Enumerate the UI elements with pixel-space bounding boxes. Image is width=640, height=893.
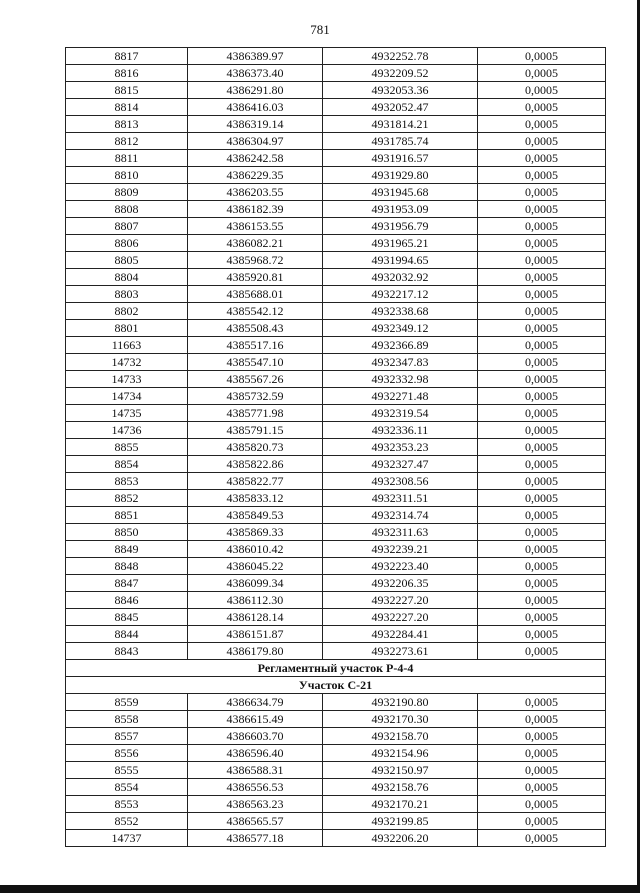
x-coordinate-cell: 4385517.16 — [188, 337, 323, 354]
y-coordinate-cell: 4932311.51 — [323, 490, 478, 507]
point-id-cell: 8848 — [66, 558, 188, 575]
y-coordinate-cell: 4932347.83 — [323, 354, 478, 371]
point-id-cell: 8552 — [66, 813, 188, 830]
tolerance-cell: 0,0005 — [478, 184, 606, 201]
y-coordinate-cell: 4932349.12 — [323, 320, 478, 337]
y-coordinate-cell: 4932273.61 — [323, 643, 478, 660]
table-row — [66, 388, 606, 405]
point-id-cell: 14732 — [66, 354, 188, 371]
x-coordinate-cell: 4385869.33 — [188, 524, 323, 541]
y-coordinate-cell: 4932227.20 — [323, 609, 478, 626]
section-title: Регламентный участок Р-4-4 — [66, 660, 606, 677]
tolerance-cell: 0,0005 — [478, 779, 606, 796]
point-id-cell: 14733 — [66, 371, 188, 388]
table-row — [66, 728, 606, 745]
point-id-cell: 8845 — [66, 609, 188, 626]
y-coordinate-cell: 4931916.57 — [323, 150, 478, 167]
y-coordinate-cell: 4932239.21 — [323, 541, 478, 558]
y-coordinate-cell: 4932150.97 — [323, 762, 478, 779]
subsection-title-row — [66, 677, 606, 694]
tolerance-cell: 0,0005 — [478, 354, 606, 371]
tolerance-cell: 0,0005 — [478, 337, 606, 354]
y-coordinate-cell: 4932170.21 — [323, 796, 478, 813]
tolerance-cell: 0,0005 — [478, 830, 606, 847]
x-coordinate-cell: 4385968.72 — [188, 252, 323, 269]
x-coordinate-cell: 4386373.40 — [188, 65, 323, 82]
point-id-cell: 8854 — [66, 456, 188, 473]
table-row — [66, 575, 606, 592]
point-id-cell: 14736 — [66, 422, 188, 439]
tolerance-cell: 0,0005 — [478, 320, 606, 337]
tolerance-cell: 0,0005 — [478, 303, 606, 320]
x-coordinate-cell: 4386099.34 — [188, 575, 323, 592]
tolerance-cell: 0,0005 — [478, 762, 606, 779]
table-row — [66, 116, 606, 133]
x-coordinate-cell: 4386615.49 — [188, 711, 323, 728]
point-id-cell: 8801 — [66, 320, 188, 337]
y-coordinate-cell: 4932336.11 — [323, 422, 478, 439]
x-coordinate-cell: 4385822.86 — [188, 456, 323, 473]
x-coordinate-cell: 4385920.81 — [188, 269, 323, 286]
point-id-cell: 8812 — [66, 133, 188, 150]
y-coordinate-cell: 4932252.78 — [323, 48, 478, 65]
point-id-cell: 8804 — [66, 269, 188, 286]
y-coordinate-cell: 4931814.21 — [323, 116, 478, 133]
y-coordinate-cell: 4932190.80 — [323, 694, 478, 711]
x-coordinate-cell: 4386182.39 — [188, 201, 323, 218]
point-id-cell: 8851 — [66, 507, 188, 524]
table-row — [66, 507, 606, 524]
table-row — [66, 184, 606, 201]
x-coordinate-cell: 4385688.01 — [188, 286, 323, 303]
point-id-cell: 8855 — [66, 439, 188, 456]
point-id-cell: 8807 — [66, 218, 188, 235]
point-id-cell: 14735 — [66, 405, 188, 422]
x-coordinate-cell: 4385849.53 — [188, 507, 323, 524]
point-id-cell: 8555 — [66, 762, 188, 779]
point-id-cell: 8809 — [66, 184, 188, 201]
point-id-cell: 8814 — [66, 99, 188, 116]
table-row — [66, 269, 606, 286]
tolerance-cell: 0,0005 — [478, 694, 606, 711]
tolerance-cell: 0,0005 — [478, 48, 606, 65]
point-id-cell: 8808 — [66, 201, 188, 218]
point-id-cell: 8816 — [66, 65, 188, 82]
coordinates-table-body-a — [66, 48, 606, 660]
table-row — [66, 354, 606, 371]
y-coordinate-cell: 4932052.47 — [323, 99, 478, 116]
y-coordinate-cell: 4932199.85 — [323, 813, 478, 830]
x-coordinate-cell: 4386203.55 — [188, 184, 323, 201]
tolerance-cell: 0,0005 — [478, 218, 606, 235]
tolerance-cell: 0,0005 — [478, 388, 606, 405]
table-row — [66, 592, 606, 609]
table-row — [66, 303, 606, 320]
x-coordinate-cell: 4386151.87 — [188, 626, 323, 643]
tolerance-cell: 0,0005 — [478, 745, 606, 762]
x-coordinate-cell: 4386577.18 — [188, 830, 323, 847]
y-coordinate-cell: 4931956.79 — [323, 218, 478, 235]
table-row — [66, 490, 606, 507]
tolerance-cell: 0,0005 — [478, 575, 606, 592]
x-coordinate-cell: 4386416.03 — [188, 99, 323, 116]
point-id-cell: 8847 — [66, 575, 188, 592]
y-coordinate-cell: 4932209.52 — [323, 65, 478, 82]
table-row — [66, 609, 606, 626]
point-id-cell: 8553 — [66, 796, 188, 813]
y-coordinate-cell: 4932366.89 — [323, 337, 478, 354]
section-header-group — [66, 660, 606, 694]
section-title-row — [66, 660, 606, 677]
x-coordinate-cell: 4386389.97 — [188, 48, 323, 65]
y-coordinate-cell: 4932154.96 — [323, 745, 478, 762]
tolerance-cell: 0,0005 — [478, 167, 606, 184]
x-coordinate-cell: 4385791.15 — [188, 422, 323, 439]
tolerance-cell: 0,0005 — [478, 439, 606, 456]
y-coordinate-cell: 4932332.98 — [323, 371, 478, 388]
y-coordinate-cell: 4931994.65 — [323, 252, 478, 269]
table-row — [66, 337, 606, 354]
table-row — [66, 320, 606, 337]
tolerance-cell: 0,0005 — [478, 286, 606, 303]
y-coordinate-cell: 4932206.20 — [323, 830, 478, 847]
y-coordinate-cell: 4932319.54 — [323, 405, 478, 422]
x-coordinate-cell: 4385833.12 — [188, 490, 323, 507]
tolerance-cell: 0,0005 — [478, 422, 606, 439]
point-id-cell: 8557 — [66, 728, 188, 745]
tolerance-cell: 0,0005 — [478, 82, 606, 99]
tolerance-cell: 0,0005 — [478, 473, 606, 490]
y-coordinate-cell: 4932206.35 — [323, 575, 478, 592]
x-coordinate-cell: 4386229.35 — [188, 167, 323, 184]
tolerance-cell: 0,0005 — [478, 541, 606, 558]
table-row — [66, 252, 606, 269]
point-id-cell: 8802 — [66, 303, 188, 320]
x-coordinate-cell: 4386563.23 — [188, 796, 323, 813]
tolerance-cell: 0,0005 — [478, 150, 606, 167]
y-coordinate-cell: 4931965.21 — [323, 235, 478, 252]
point-id-cell: 14737 — [66, 830, 188, 847]
point-id-cell: 8852 — [66, 490, 188, 507]
y-coordinate-cell: 4932353.23 — [323, 439, 478, 456]
x-coordinate-cell: 4386319.14 — [188, 116, 323, 133]
y-coordinate-cell: 4932311.63 — [323, 524, 478, 541]
x-coordinate-cell: 4386045.22 — [188, 558, 323, 575]
tolerance-cell: 0,0005 — [478, 490, 606, 507]
y-coordinate-cell: 4932314.74 — [323, 507, 478, 524]
point-id-cell: 8817 — [66, 48, 188, 65]
x-coordinate-cell: 4386153.55 — [188, 218, 323, 235]
y-coordinate-cell: 4932227.20 — [323, 592, 478, 609]
x-coordinate-cell: 4386179.80 — [188, 643, 323, 660]
point-id-cell: 8810 — [66, 167, 188, 184]
table-row — [66, 745, 606, 762]
coordinates-table — [65, 47, 606, 847]
x-coordinate-cell: 4386112.30 — [188, 592, 323, 609]
x-coordinate-cell: 4386010.42 — [188, 541, 323, 558]
table-row — [66, 813, 606, 830]
y-coordinate-cell: 4932327.47 — [323, 456, 478, 473]
x-coordinate-cell: 4386082.21 — [188, 235, 323, 252]
tolerance-cell: 0,0005 — [478, 643, 606, 660]
point-id-cell: 8853 — [66, 473, 188, 490]
tolerance-cell: 0,0005 — [478, 65, 606, 82]
x-coordinate-cell: 4386556.53 — [188, 779, 323, 796]
tolerance-cell: 0,0005 — [478, 235, 606, 252]
table-row — [66, 48, 606, 65]
y-coordinate-cell: 4932158.70 — [323, 728, 478, 745]
tolerance-cell: 0,0005 — [478, 507, 606, 524]
coordinates-table-body-b — [66, 694, 606, 847]
tolerance-cell: 0,0005 — [478, 711, 606, 728]
point-id-cell: 8805 — [66, 252, 188, 269]
table-row — [66, 473, 606, 490]
table-row — [66, 779, 606, 796]
table-row — [66, 711, 606, 728]
x-coordinate-cell: 4385822.77 — [188, 473, 323, 490]
tolerance-cell: 0,0005 — [478, 252, 606, 269]
tolerance-cell: 0,0005 — [478, 269, 606, 286]
table-row — [66, 558, 606, 575]
table-row — [66, 626, 606, 643]
point-id-cell: 8815 — [66, 82, 188, 99]
y-coordinate-cell: 4932158.76 — [323, 779, 478, 796]
table-row — [66, 422, 606, 439]
x-coordinate-cell: 4386304.97 — [188, 133, 323, 150]
x-coordinate-cell: 4385771.98 — [188, 405, 323, 422]
x-coordinate-cell: 4386242.58 — [188, 150, 323, 167]
x-coordinate-cell: 4385567.26 — [188, 371, 323, 388]
x-coordinate-cell: 4386603.70 — [188, 728, 323, 745]
table-row — [66, 541, 606, 558]
tolerance-cell: 0,0005 — [478, 524, 606, 541]
table-row — [66, 286, 606, 303]
tolerance-cell: 0,0005 — [478, 133, 606, 150]
point-id-cell: 8806 — [66, 235, 188, 252]
tolerance-cell: 0,0005 — [478, 796, 606, 813]
point-id-cell: 8559 — [66, 694, 188, 711]
table-row — [66, 65, 606, 82]
y-coordinate-cell: 4932217.12 — [323, 286, 478, 303]
table-row — [66, 762, 606, 779]
table-row — [66, 439, 606, 456]
table-row — [66, 524, 606, 541]
point-id-cell: 8558 — [66, 711, 188, 728]
x-coordinate-cell: 4386588.31 — [188, 762, 323, 779]
x-coordinate-cell: 4385542.12 — [188, 303, 323, 320]
tolerance-cell: 0,0005 — [478, 116, 606, 133]
y-coordinate-cell: 4931953.09 — [323, 201, 478, 218]
tolerance-cell: 0,0005 — [478, 558, 606, 575]
point-id-cell: 8850 — [66, 524, 188, 541]
tolerance-cell: 0,0005 — [478, 371, 606, 388]
table-row — [66, 82, 606, 99]
x-coordinate-cell: 4386596.40 — [188, 745, 323, 762]
x-coordinate-cell: 4385547.10 — [188, 354, 323, 371]
point-id-cell: 14734 — [66, 388, 188, 405]
y-coordinate-cell: 4932338.68 — [323, 303, 478, 320]
tolerance-cell: 0,0005 — [478, 201, 606, 218]
point-id-cell: 8844 — [66, 626, 188, 643]
tolerance-cell: 0,0005 — [478, 592, 606, 609]
y-coordinate-cell: 4932170.30 — [323, 711, 478, 728]
tolerance-cell: 0,0005 — [478, 405, 606, 422]
tolerance-cell: 0,0005 — [478, 99, 606, 116]
y-coordinate-cell: 4932053.36 — [323, 82, 478, 99]
point-id-cell: 8849 — [66, 541, 188, 558]
tolerance-cell: 0,0005 — [478, 456, 606, 473]
y-coordinate-cell: 4931945.68 — [323, 184, 478, 201]
y-coordinate-cell: 4932284.41 — [323, 626, 478, 643]
point-id-cell: 8556 — [66, 745, 188, 762]
table-row — [66, 456, 606, 473]
table-row — [66, 830, 606, 847]
point-id-cell: 11663 — [66, 337, 188, 354]
subsection-title: Участок С-21 — [66, 677, 606, 694]
tolerance-cell: 0,0005 — [478, 609, 606, 626]
point-id-cell: 8813 — [66, 116, 188, 133]
table-row — [66, 99, 606, 116]
x-coordinate-cell: 4385508.43 — [188, 320, 323, 337]
table-row — [66, 405, 606, 422]
table-row — [66, 167, 606, 184]
x-coordinate-cell: 4386128.14 — [188, 609, 323, 626]
y-coordinate-cell: 4932223.40 — [323, 558, 478, 575]
table-row — [66, 235, 606, 252]
tolerance-cell: 0,0005 — [478, 813, 606, 830]
x-coordinate-cell: 4386291.80 — [188, 82, 323, 99]
x-coordinate-cell: 4386565.57 — [188, 813, 323, 830]
point-id-cell: 8554 — [66, 779, 188, 796]
table-row — [66, 150, 606, 167]
table-row — [66, 796, 606, 813]
y-coordinate-cell: 4932032.92 — [323, 269, 478, 286]
table-row — [66, 201, 606, 218]
table-row — [66, 371, 606, 388]
page-number: 781 — [310, 22, 330, 37]
tolerance-cell: 0,0005 — [478, 626, 606, 643]
table-row — [66, 694, 606, 711]
point-id-cell: 8811 — [66, 150, 188, 167]
point-id-cell: 8803 — [66, 286, 188, 303]
table-row — [66, 133, 606, 150]
table-row — [66, 643, 606, 660]
table-row — [66, 218, 606, 235]
tolerance-cell: 0,0005 — [478, 728, 606, 745]
y-coordinate-cell: 4932308.56 — [323, 473, 478, 490]
x-coordinate-cell: 4385820.73 — [188, 439, 323, 456]
y-coordinate-cell: 4932271.48 — [323, 388, 478, 405]
y-coordinate-cell: 4931929.80 — [323, 167, 478, 184]
y-coordinate-cell: 4931785.74 — [323, 133, 478, 150]
x-coordinate-cell: 4385732.59 — [188, 388, 323, 405]
x-coordinate-cell: 4386634.79 — [188, 694, 323, 711]
scan-edge-bottom — [0, 885, 640, 893]
point-id-cell: 8846 — [66, 592, 188, 609]
point-id-cell: 8843 — [66, 643, 188, 660]
